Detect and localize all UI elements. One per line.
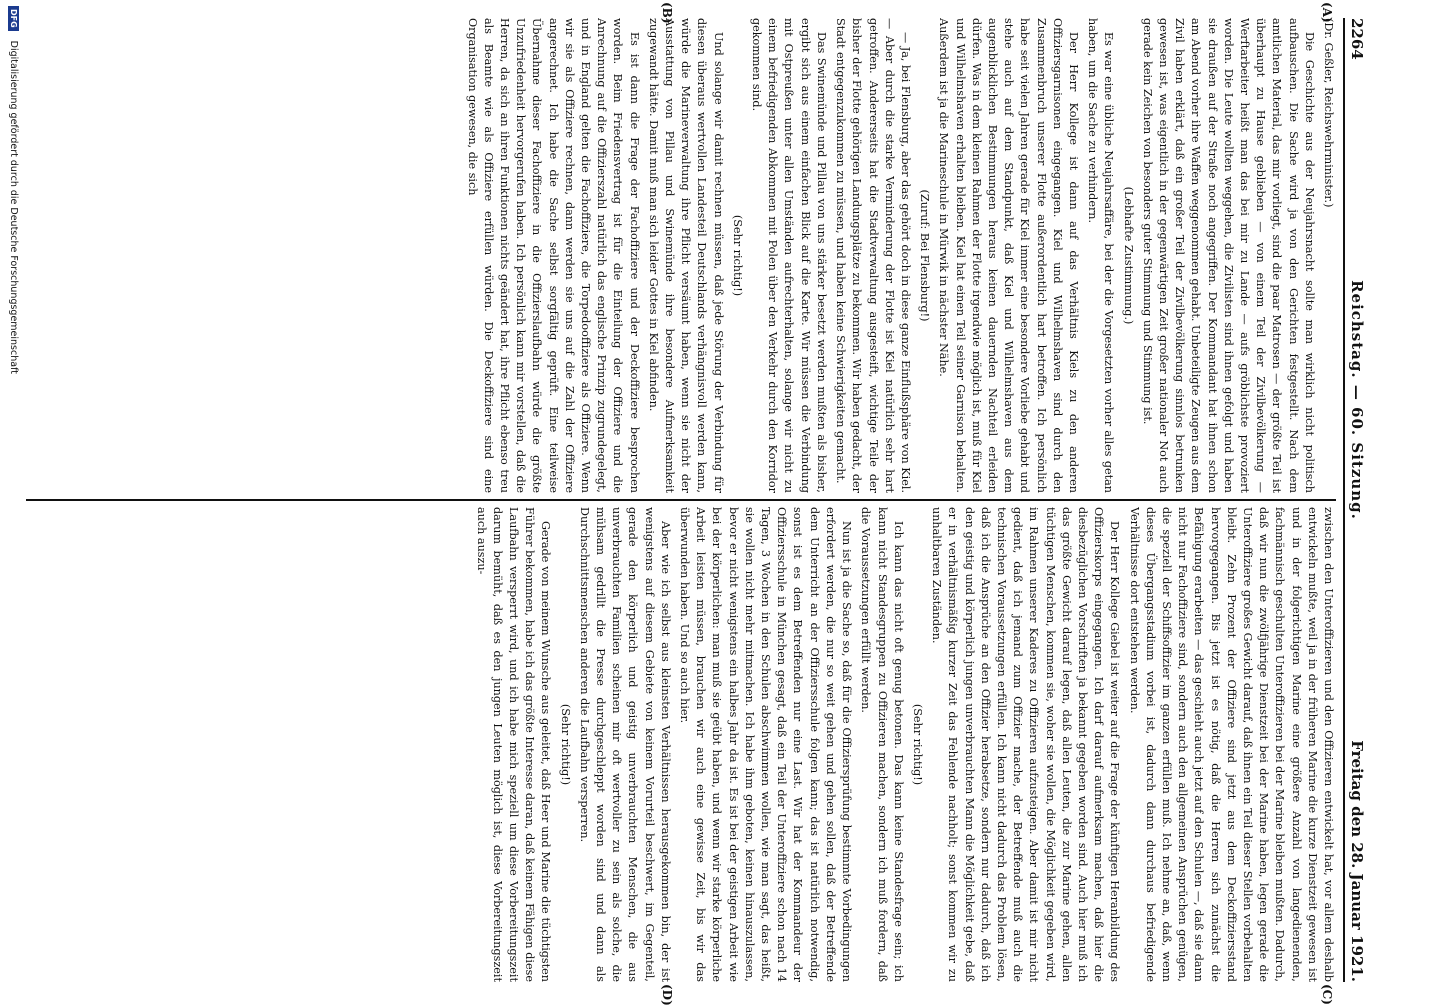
margin-mark-b: (B) — [660, 2, 674, 24]
paragraph: Es war eine übliche Neujahrsaffäre, bei der die Vorgesetzten vorher alles getan haben, um die Sache zu verhindern. — [1086, 18, 1116, 493]
paragraph: Ich kann das nicht oft genug betonen. Das kann keine Standesfrage sein; ich kann nicht Standesgruppen zu Offizieren machen, sondern ich muß fordern, daß die Voraussetzungen erfüllt werden. — [859, 507, 905, 982]
margin-mark-d: (D) — [660, 984, 674, 1006]
left-column — [36, 18, 1336, 493]
paragraph: Das Swinemünde und Pillau von uns stärker besetzt werden mußten als bisher, ergibt sich aus einem einfachen Blick auf die Karte. Wir müssen die Verbindung mit Ostpreußen unter allen Umständen aufrechterhalten, solange wir nicht zu einem befriedigenden Abkommen mit Polen über den Verkehr durch den Korridor gekommen sind. — [750, 18, 828, 493]
speaker-label: (Dr. Geßler, Reichswehrminister.) — [1322, 18, 1335, 208]
dfg-logo: DFG — [9, 6, 20, 31]
paragraph: Der Herr Kollege Giebel ist weiter auf die Frage der künftigen Heranbildung des Offizierskorps eingegangen. Ich darf darauf aufmerksam machen, daß hier die diesbezüglichen Vorschriften ja bekannt gegeben worden sind. Auch hier muß ich das größte Gewicht darauf legen, daß allen Leuten, die zur Marine gehen, allen tüchtigen Menschen, kommen sie, woher sie wollen, die Möglichkeit gegeben wird, im Rahmen unserer Kaderes zu Offizieren aufzusteigen. Aber damit ist mir nicht gedient, daß ich jemand zum Offizier mache, der Betreffende muß auch die technischen Voraussetzungen erfüllen. Ich kann nicht dadurch das Problem lösen, daß ich die Ansprüche an den Offizier herabsetze, sondern nur dadurch, daß ich den geistig und körperlich jungen unverbrauchten Mann die Möglichkeit gebe, daß er in verhältnismäßig kurzer Zeit das Fehlende nachholt; sonst kommen wir zu unhaltbaren Zuständen. — [930, 507, 1122, 982]
paragraph: Aber wie ich selbst aus kleinsten Verhältnissen herausgekommen bin, der ist wenigstens auf diesem Gebiete von keinem Vorurteil beschwert, im Gegenteil, gerade den körperlich und geistig unverbrauchten Menschen, die aus unverbrauchten Familien scheinen mir oft wertvoller zu sein als solche, die mühsam gedrillt die Presse durchgeschleppt worden sind und dann als Durchschnittsmenschen anderen die Laufbahn versperren. — [577, 507, 672, 982]
paragraph: Es ist dann die Frage der Fachoffiziere und der Deckoffiziere besprochen worden. Beim Friedensvertrag ist für die Einteilung der Offiziere und die Anrechnung auf die Offizierszahl natürlich das englische Prinzip zugrundegelegt, und in England gelten die Fachoffiziere, die Torpedooffiziere als Offiziere. Wenn wir sie als Offiziere rechnen, dann werden sie uns auf die Zahl der Offiziere angerechnet. Ich habe die Sache selbst sorgfältig geprüft. Eine teilweise Übernahme dieser Fachoffiziere in die Offizierslaufbahn würde die größte Unzufriedenheit hervorgerufen haben. Ich persönlich kann mir vorstellen, daß die Herren, da sich an ihren Funktionen nichts geändert hat, ihre Pflicht ebenso treu als Beamte wie als Offiziere erfüllen würden. Die Deckoffiziere sind eine Organisation gewesen, die sich — [465, 18, 641, 493]
page-title: Reichstag. — 60. Sitzung. — [1348, 280, 1366, 520]
paragraph: Der Herr Kollege ist dann auf das Verhältnis Kiels zu den anderen Offiziersgarnisonen eingegangen. Kiel und Wilhelmshaven sind durch den Zusammenbruch unserer Flotte außerordentlich hart betroffen. Ich persönlich habe seit vielen Jahren gerade für Kiel immer eine besondere Vorliebe gehabt und stehe auch auf dem Standpunkt, daß Kiel und Wilhelmshaven aus dem augenblicklichen Bestimmungen heraus keinen dauernden Nachteil erleiden dürfen. Was in dem kleinen Rahmen der Flotte irgendwie möglich ist, muß für Kiel und Wilhelmshaven erhalten bleiben. Kiel hat einen Teil seiner Garnison behalten. Außerdem ist ja die Marineschule in Mürwik in nächster Nähe. — [937, 18, 1080, 493]
paragraph: — Ja, bei Flensburg, aber das gehört doch in diese ganze Einflußsphäre von Kiel. — Aber durch die starke Verminderung der Flotte ist Kiel natürlich sehr hart getroffen. Andererseits hat die Stadtverwaltung ausgesteift, wichtige Teile der bisher der Flotte gehörigen Landungsplätze zu bekommen. Wir haben gedacht, der Stadt entgegenzukommen zu müssen, und haben keine Schwierigkeiten gemacht. — [834, 18, 912, 493]
paragraph: zwischen den Unteroffizieren und den Offizieren entwickelt hat, vor allem deshalb entwickeln mußte, weil ja in der früheren Marine die kurze Dienstzeit gewesen ist und in der folgerichtigen Marine eine größere Anzahl von langedienenden, fachmännisch geschulten Unteroffizieren bei der Marine bleiben mußten. Dadurch, daß wir nun die zwölfjährige Dienstzeit bei der Marine haben, legen gerade die Unteroffiziere großes Gewicht darauf, daß ihnen ein Teil dieser Stellen vorbehalten bleibt. Zehn Prozent der Offiziere sind jetzt aus dem Deckoffiziersstand hervorgegangen. Bis jetzt ist es nötig, daß die Herren sich zunächst die Befähigung erarbeiten — das geschieht auch jetzt auf den Schulen —, daß sie dann nicht nur Fachoffiziere sind, sondern auch den allgemeinen Ansprüchen genügen, die speziell der Schiffsoffizier im ganzen erfüllen muß. Ich nehme an, daß, wenn dieses Übergangsstadium vorbei ist, dadurch dann durchaus befriedigende Verhältnisse dort entstehen werden. — [1127, 507, 1335, 982]
right-column — [36, 507, 1336, 982]
digitization-footer — [0, 0, 28, 1000]
page-date: Freitag den 28. Januar 1921. — [1348, 740, 1366, 982]
margin-mark-c: (C) — [1320, 984, 1334, 1005]
paragraph: Gerade von meinem Wunsche aus geleitet, daß Heer und Marine die tüchtigsten Führer bekommen, habe ich das größte Interesse daran, daß keinem Fähigen diese Laufbahn versperrt wird, und ich habe mich speziell um diese Vorbereitungszeit darum bemüht, daß es den jungen Leuten möglich ist, diese Vorbereitungszeit auch auszu- — [474, 507, 553, 982]
footer-text: Digitalisierung gefördert durch die Deutsche Forschungsgemeinschaft — [8, 40, 20, 374]
interjection: (Sehr richtig!) — [558, 703, 572, 786]
page-number: 2264 — [1348, 18, 1366, 60]
paragraph: Die Geschichte aus der Neujahrsnacht sollte man wirklich nicht politisch aufbauschen. Die Sache wird ja von den Gerichten festgestellt. Nach dem amtlichen Material, das mir vorliegt, sind die paar Matrosen — der größte Teil ist überhaupt zu Hause geblieben — von einem Teil der Zivilbevölkerung — Werftarbeiter heißt man das bei mir zu Lande — aufs gröblichste provoziert worden. Die Leute wollten weggehen, die Zivilisten sind ihnen gefolgt und haben sie draußen auf der Straße noch angegriffen. Der Kommandant hat ihnen schon am Abend vorher ihre Waffen weggenommen gehabt. Unbeteiligte Zeugen aus dem Zivil haben erklärt, daß ein großer Teil der Zivilbevölkerung sinnlos betrunken gewesen ist, was eigentlich in der gegenwärtigen Zeit großer nationaler Not auch gerade kein Zeichen von besonders guter Stimmung und Stimmung ist. — [1140, 18, 1316, 493]
margin-mark-a: (A) — [1320, 2, 1334, 23]
interjection: (Sehr richtig!) — [910, 703, 924, 786]
page-header — [1343, 18, 1374, 982]
interjection: (Sehr richtig!) — [730, 214, 744, 297]
paragraph: Und solange wir damit rechnen müssen, daß jede Störung der Verbindung für diesen überaus wertvollen Landesteil Deutschlands verhängnisvoll werden kann, würde die Marineverwaltung ihre Pflicht versäumt haben, wenn sie nicht der Ausstattung von Pillau und Swinemünde ihre besondere Aufmerksamkeit zugewandt hätte. Damit muß man sich leider Gottes in Kiel abfinden. — [646, 18, 725, 493]
paragraph: Nun ist ja die Sache so, daß für die Offiziersprüfung bestimmte Vorbedingungen erfordert werden, die nur so weit gehen und gehen sollen, daß der Betreffende dem Unterricht an der Offiziersschule folgen kann; das ist natürlich notwendig, sonst ist es dem Betreffenden nur eine Last. Wir hat der Kommandeur der Offiziersschule in München gesagt, daß ein Teil der Unteroffiziere schon nach 14 Tagen, 3 Wochen in den Schulen abschwimmen wollen, wie man sagt, das heißt, sie wollen nicht mehr mitmachen. Ich habe ihm geboten, keinen hinauszulassen, bevor er nicht wenigstens ein halbes Jahr da ist. Es ist bei der geistigen Arbeit wie bei der körperlichen: man muß sie geübt haben, und wenn wir starke körperliche Arbeit leisten müssen, brauchen wir auch eine gewisse Zeit, bis wir das überwunden haben. Und so auch hier. — [678, 507, 854, 982]
interjection: (Lebhafte Zustimmung.) — [1121, 186, 1135, 325]
interjection: (Zuruf: Bei Flensburg!) — [918, 189, 932, 322]
column-divider — [26, 499, 1336, 501]
